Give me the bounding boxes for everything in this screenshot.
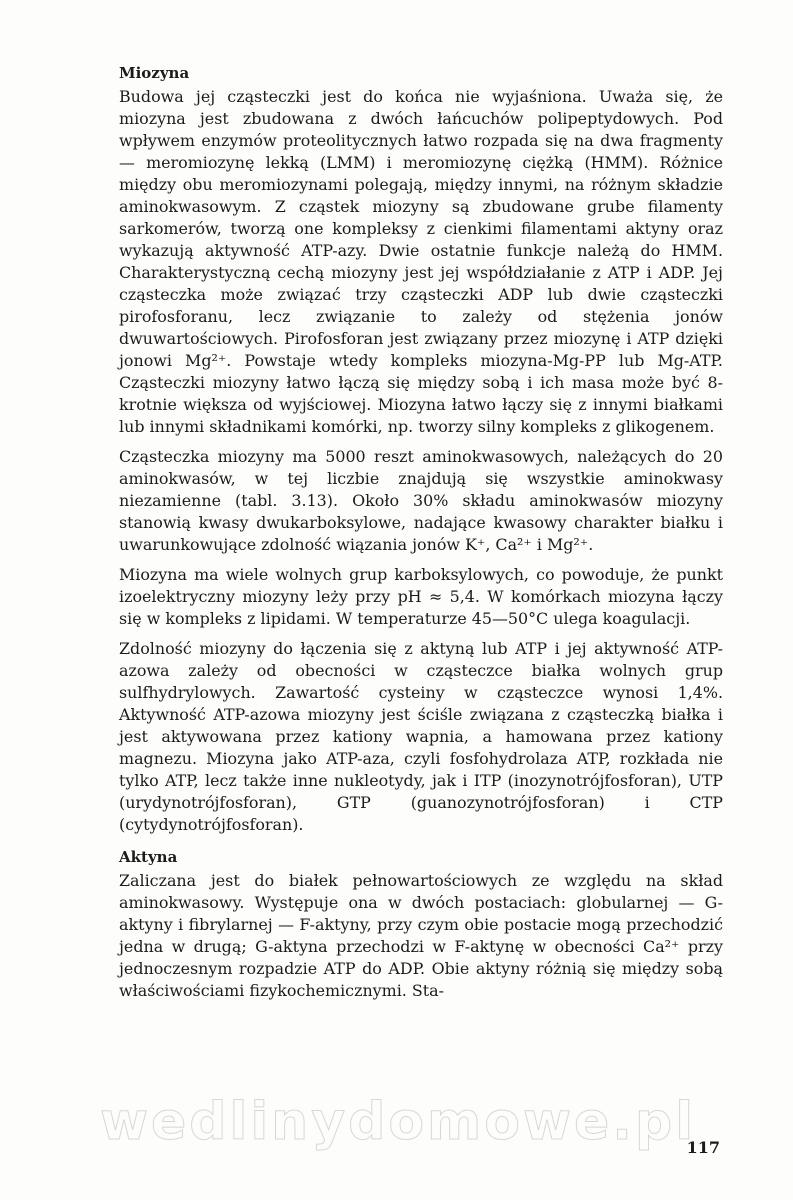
section-heading-miozyna: Miozyna xyxy=(119,64,190,82)
section-heading-aktyna: Aktyna xyxy=(119,848,178,866)
page-number: 117 xyxy=(686,1138,720,1157)
paragraph: Miozyna ma wiele wolnych grup karboksylowych, co powoduje, że punkt izoelektryczny miozyny leży przy pH ≈ 5,4. W komórkach miozyna łączy się w kompleks z lipidami. W temperaturze 45—50°C ulega koagulacji. xyxy=(119,565,723,628)
paragraph: Budowa jej cząsteczki jest do końca nie wyjaśniona. Uważa się, że miozyna jest zbudowana z dwóch łańcuchów polipeptydowych. Pod wpływem enzymów proteolitycznych łatwo rozpada się na dwa fragmenty — meromiozynę lekką (LMM) i meromiozynę ciężką (HMM). Różnice między obu meromiozynami polegają, między innymi, na różnym składzie aminokwasowym. Z cząstek miozyny są zbudowane grube filamenty sarkomerów, tworzą one kompleksy z cienkimi filamentami aktyny oraz wykazują aktywność ATP-azy. Dwie ostatnie funkcje należą do HMM. Charakterystyczną cechą miozyny jest jej współdziałanie z ATP i ADP. Jej cząsteczka może związać trzy cząsteczki ADP lub dwie cząsteczki pirofosforanu, lecz związanie to zależy od stężenia jonów dwuwartościowych. Pirofosforan jest związany przez miozynę i ATP dzięki jonowi Mg²⁺. Powstaje wtedy kompleks miozyna-Mg-PP lub Mg-ATP. Cząsteczki miozyny łatwo łączą się między sobą i ich masa może być 8-krotnie większa od wyjściowej. Miozyna łatwo łączy się z innymi białkami lub innymi składnikami komórki, np. tworzy silny kompleks z glikogenem. xyxy=(119,87,723,436)
page-body xyxy=(119,62,723,1002)
paragraph: Zdolność miozyny do łączenia się z aktyną lub ATP i jej aktywność ATP-azowa zależy od obecności w cząsteczce białka wolnych grup sulfhydrylowych. Zawartość cysteiny w cząsteczce wynosi 1,4%. Aktywność ATP-azowa miozyny jest ściśle związana z cząsteczką białka i jest aktywowana przez kationy wapnia, a hamowana przez kationy magnezu. Miozyna jako ATP-aza, czyli fosfohydrolaza ATP, rozkłada nie tylko ATP, lecz także inne nukleotydy, jak i ITP (inozynotrójfosforan), UTP (urydynotrójfosforan), GTP (guanozynotrójfosforan) i CTP (cytydynotrójfosforan). xyxy=(119,639,723,834)
watermark: wedlinydomowe.pl xyxy=(100,1092,697,1152)
paragraph: Cząsteczka miozyny ma 5000 reszt aminokwasowych, należących do 20 aminokwasów, w tej liczbie znajdują się wszystkie aminokwasy niezamienne (tabl. 3.13). Około 30% składu aminokwasów miozyny stanowią kwasy dwukarboksylowe, nadające kwasowy charakter białku i uwarunkowujące zdolność wiązania jonów K⁺, Ca²⁺ i Mg²⁺. xyxy=(119,447,723,554)
paragraph: Zaliczana jest do białek pełnowartościowych ze względu na skład aminokwasowy. Występuje ona w dwóch postaciach: globularnej — G-aktyny i fibrylarnej — F-aktyny, przy czym obie postacie mogą przechodzić jedna w drugą; G-aktyna przechodzi w F-aktynę w obecności Ca²⁺ przy jednoczesnym rozpadzie ATP do ADP. Obie aktyny różnią się między sobą właściwościami fizykochemicznymi. Sta- xyxy=(119,871,723,1000)
